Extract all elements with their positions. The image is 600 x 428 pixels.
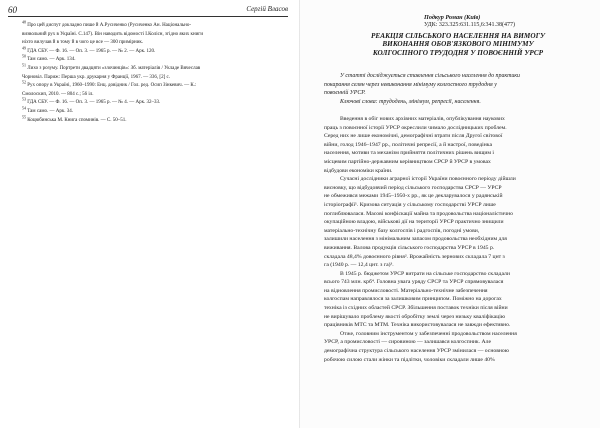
abstract-line: покарання селян через невиконання мінімуму колгоспного трудодня у bbox=[324, 81, 497, 88]
footnote-line bbox=[22, 74, 284, 83]
right-page bbox=[300, 0, 600, 428]
footnotes-block bbox=[22, 19, 284, 125]
article-body bbox=[324, 115, 592, 364]
body-line: місцевим партійно-державним керівництвом СРСР й УРСР в умовах bbox=[324, 158, 491, 165]
body-line: населення, мотиви та механізм прийняття політичних рішень вищим і bbox=[324, 150, 494, 157]
footnote-text: Рух опору в Україні, 1960–1990: Енц. довідник / Гол. ред. Осип Зінкевич. — К.: bbox=[27, 83, 197, 89]
body-line: працівників МТС та МТМ. Техніка використовувалася не завжди ефективно. bbox=[324, 322, 511, 329]
body-line: не обмежився межами 1945–1950-х рр., як це декларувалося у радянській bbox=[324, 193, 503, 200]
body-line: окупаційною владою, військові дії на території УРСР практично знищили bbox=[324, 219, 504, 226]
title-line: РЕАКЦІЯ СІЛЬСЬКОГО НАСЕЛЕННЯ НА ВИМОГУ bbox=[370, 32, 546, 40]
footnote-number: 50 bbox=[22, 53, 26, 59]
footnote-number: 53 bbox=[22, 96, 26, 102]
footnote-line bbox=[22, 31, 284, 40]
abstract-line: повоєнній УРСР. bbox=[324, 90, 366, 97]
body-line: поглиблювалася. Масові конфіскації майна та продовольства націоналістично bbox=[324, 210, 514, 217]
body-line: Сучасні дослідники аграрної історії України повоєнного періоду дійшли bbox=[340, 176, 516, 183]
body-line: праць з повоєнної історії УРСР окреслили чимало дослідницьких проблем. bbox=[324, 124, 507, 131]
running-head bbox=[8, 6, 288, 17]
footnote-text: Коцюбинська М. Книга споминів. — С. 50–51. bbox=[27, 117, 127, 123]
body-line: робочою силою стали жінки та підлітки, чоловіки складали лише 40% bbox=[324, 356, 495, 363]
body-line: виживання. Валова продукція сільського господарства УРСР в 1945 р. bbox=[324, 244, 495, 251]
footnote-line bbox=[22, 45, 284, 57]
body-line: війни, голод 1946–1947 рр., політичні репресії, а й настрої, поведінка bbox=[324, 141, 492, 148]
page-number: 60 bbox=[8, 5, 17, 15]
body-line: не вирішувало проблему якості обробітку землі через низьку кваліфікацію bbox=[324, 313, 506, 320]
udc-code: УДК: 323.325:631.115,6:341.38(477) bbox=[424, 22, 516, 28]
footnote-number: 48 bbox=[22, 19, 26, 25]
article-abstract bbox=[324, 72, 592, 106]
body-line: Серед них не лише економічні, демографічні втрати після Другої світової bbox=[324, 133, 503, 140]
article-title bbox=[324, 32, 592, 57]
body-line: залишили населення з мінімальним запасом продовольства необхідним для bbox=[324, 236, 507, 243]
footnote-text: ніхто вилучав й в тому й в чого це все — 300 примірник. bbox=[22, 40, 144, 46]
footnote-line bbox=[22, 105, 284, 117]
footnote-text: Про цей диспут докладно пише й А.Русиченко (Русиченко Ан. Національно- bbox=[27, 23, 192, 28]
footnote-text: Лихо з розуму. Портрети двадцяти «злочинців»: Зб. матеріалів / Укладе Вячеслав bbox=[27, 65, 201, 71]
body-line: Введення в обіг нових архівних матеріалів, опублікування наукових bbox=[340, 116, 505, 122]
footnote-number: 55 bbox=[22, 113, 26, 119]
footnote-text: ГДА СБУ. — Ф. 16. — Оп. 3. — 1965 р. — № 4. — Арк. 32–33. bbox=[27, 100, 161, 106]
body-line: га (1940 р. — 12,4 цнт. з га)³. bbox=[324, 262, 394, 269]
running-head-author: Сергій Власов bbox=[246, 5, 288, 13]
footnote-line bbox=[22, 19, 284, 31]
footnote-text: Чорновіл. Париж: Перша укр. друкарня у Франції, 1967. — 336, [2] с. bbox=[22, 74, 170, 80]
body-line: Отже, головним інструментом у забезпеченні продовольством населення bbox=[340, 330, 517, 337]
footnote-text: Там само. — Арк. 34. bbox=[27, 108, 74, 114]
body-line: техніка із східних областей СРСР. Збільшення поставок техніки після війни bbox=[324, 305, 508, 312]
body-line: УРСР, а промисловості — сировиною — залишався колгоспник. Але bbox=[324, 339, 491, 346]
footnote-text: Там само. — Арк. 134. bbox=[27, 57, 76, 63]
title-line: КОЛГОСПНОГО ТРУДОДНЯ У ПОВОЄННІЙ УРСР bbox=[372, 48, 544, 57]
article-author: Подкур Роман (Київ) bbox=[424, 14, 481, 21]
title-line: ВИКОНАННЯ ОБОВ'ЯЗКОВОГО МІНІМУМУ bbox=[382, 40, 534, 49]
footnote-line bbox=[22, 62, 284, 74]
body-line: відбудови економіки країни. bbox=[324, 167, 393, 174]
body-line: історіографії¹. Кризова ситуація у сільському господарстві УРСР лише bbox=[324, 201, 496, 208]
footnote-number: 54 bbox=[22, 105, 26, 111]
body-line: матеріально-технічну базу колгоспів і радгоспів, погодні умови, bbox=[324, 227, 480, 234]
footnote-line bbox=[22, 91, 284, 100]
footnote-text: Смолоскип, 2010. — 804 с.; 56 іл. bbox=[22, 91, 94, 97]
footnote-line bbox=[22, 79, 284, 91]
footnote-number: 52 bbox=[22, 79, 26, 85]
footnote-text: ГДА СБУ. — Ф. 16. — Оп. 3. — 1965 р. — № 2. — Арк. 120. bbox=[27, 48, 156, 54]
footnote-number: 49 bbox=[22, 45, 26, 51]
body-line: всього 743 млн. крб⁴. Головна увага уряду СРСР та УРСР спрямовувалася bbox=[324, 279, 504, 286]
body-line: демографічна структура сільського населення УРСР змінилася — основною bbox=[324, 348, 510, 355]
abstract-line: У статті досліджується ставлення сільського населення до практики bbox=[340, 73, 520, 79]
abstract-line: Ключові слова: трудодень, мінімум, репресії, населення. bbox=[340, 98, 481, 105]
footnote-line bbox=[22, 113, 284, 126]
footnote-number: 51 bbox=[22, 62, 26, 68]
footnote-text: визвольний рух в Україні. С.147). Він наводить відомості І.Колісн, згідно яких книги bbox=[22, 31, 204, 37]
body-line: колгоспам направлялося за залишковим принципом. Поміжно на дорогах bbox=[324, 296, 502, 303]
body-line: складала 48,4% довоєнного рівня². Врожайність зернових складала 7 цнт з bbox=[324, 253, 505, 260]
body-line: на відновлення промисловості. Матеріально-технічне забезпечення bbox=[324, 287, 488, 294]
body-line: висновку, що відбудовчий період сільського господарства СРСР — УРСР bbox=[324, 184, 502, 191]
body-line: В 1945 р. бюджетом УРСР витрати на сільське господарство складали bbox=[340, 270, 510, 277]
